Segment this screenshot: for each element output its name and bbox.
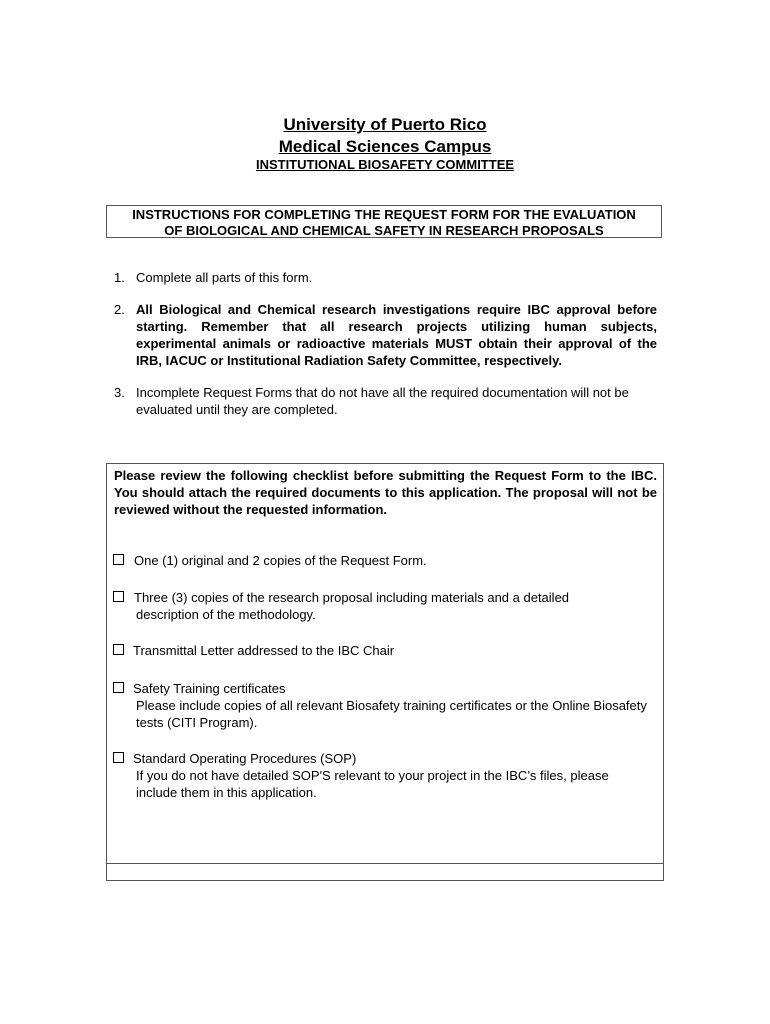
instruction-number: 2. (114, 302, 125, 317)
instruction-number: 1. (114, 270, 125, 285)
checklist-box (106, 463, 664, 881)
instructions-title-box (106, 205, 662, 238)
instruction-text: All Biological and Chemical research investigations require IBC approval before starting. Remember that all research projects utilizing human subjects, experimental animals or radioactive materials MUST obtain their approval of the IRB, IACUC or Institutional Radiation Safety Committee, respectively. (136, 302, 657, 368)
checklist-item-safety-training (113, 680, 653, 731)
instruction-item-2 (114, 301, 657, 369)
instruction-number: 3. (114, 385, 125, 400)
checklist-item-research-proposal (113, 589, 653, 623)
checkbox[interactable] (113, 554, 124, 565)
instruction-item-1 (114, 269, 657, 286)
checklist-item-label: Transmittal Letter addressed to the IBC Chair (133, 643, 395, 658)
checklist-item-label: One (1) original and 2 copies of the Request Form. (134, 553, 427, 568)
instructions-title-line-2: OF BIOLOGICAL AND CHEMICAL SAFETY IN RESEARCH PROPOSALS (164, 223, 604, 238)
checklist-item-label: Safety Training certificates (133, 681, 286, 696)
checklist-item-label: Three (3) copies of the research proposal including materials and a detailed (134, 590, 570, 605)
instructions-title-line-1: INSTRUCTIONS FOR COMPLETING THE REQUEST FORM FOR THE EVALUATION (132, 207, 636, 222)
checklist-item-request-form (113, 552, 653, 569)
checkbox[interactable] (113, 644, 124, 655)
university-name: University of Puerto Rico (283, 115, 487, 134)
checklist-intro: Please review the following checklist before submitting the Request Form to the IBC. You should attach the required documents to this application. The proposal will not be reviewed without the requested information. (114, 468, 657, 517)
instruction-text: Incomplete Request Forms that do not have all the required documentation will not be evaluated until they are completed. (136, 385, 629, 417)
checklist-item-sop (113, 750, 653, 801)
checklist-item-detail: Please include copies of all relevant Biosafety training certificates or the Online Biosafety tests (CITI Program). (136, 698, 647, 730)
checklist-item-transmittal-letter (113, 642, 653, 659)
checklist-item-label: Standard Operating Procedures (SOP) (133, 751, 357, 766)
checklist-item-detail: description of the methodology. (136, 607, 316, 622)
checkbox[interactable] (113, 591, 124, 602)
instruction-item-3 (114, 384, 657, 418)
campus-name: Medical Sciences Campus (278, 137, 492, 156)
checklist-divider (107, 863, 663, 864)
instruction-text: Complete all parts of this form. (136, 270, 313, 285)
checklist-item-detail: If you do not have detailed SOP'S relevant to your project in the IBC’s files, please include them in this application. (136, 768, 609, 800)
committee-name: INSTITUTIONAL BIOSAFETY COMMITTEE (255, 157, 515, 172)
checkbox[interactable] (113, 682, 124, 693)
checkbox[interactable] (113, 752, 124, 763)
